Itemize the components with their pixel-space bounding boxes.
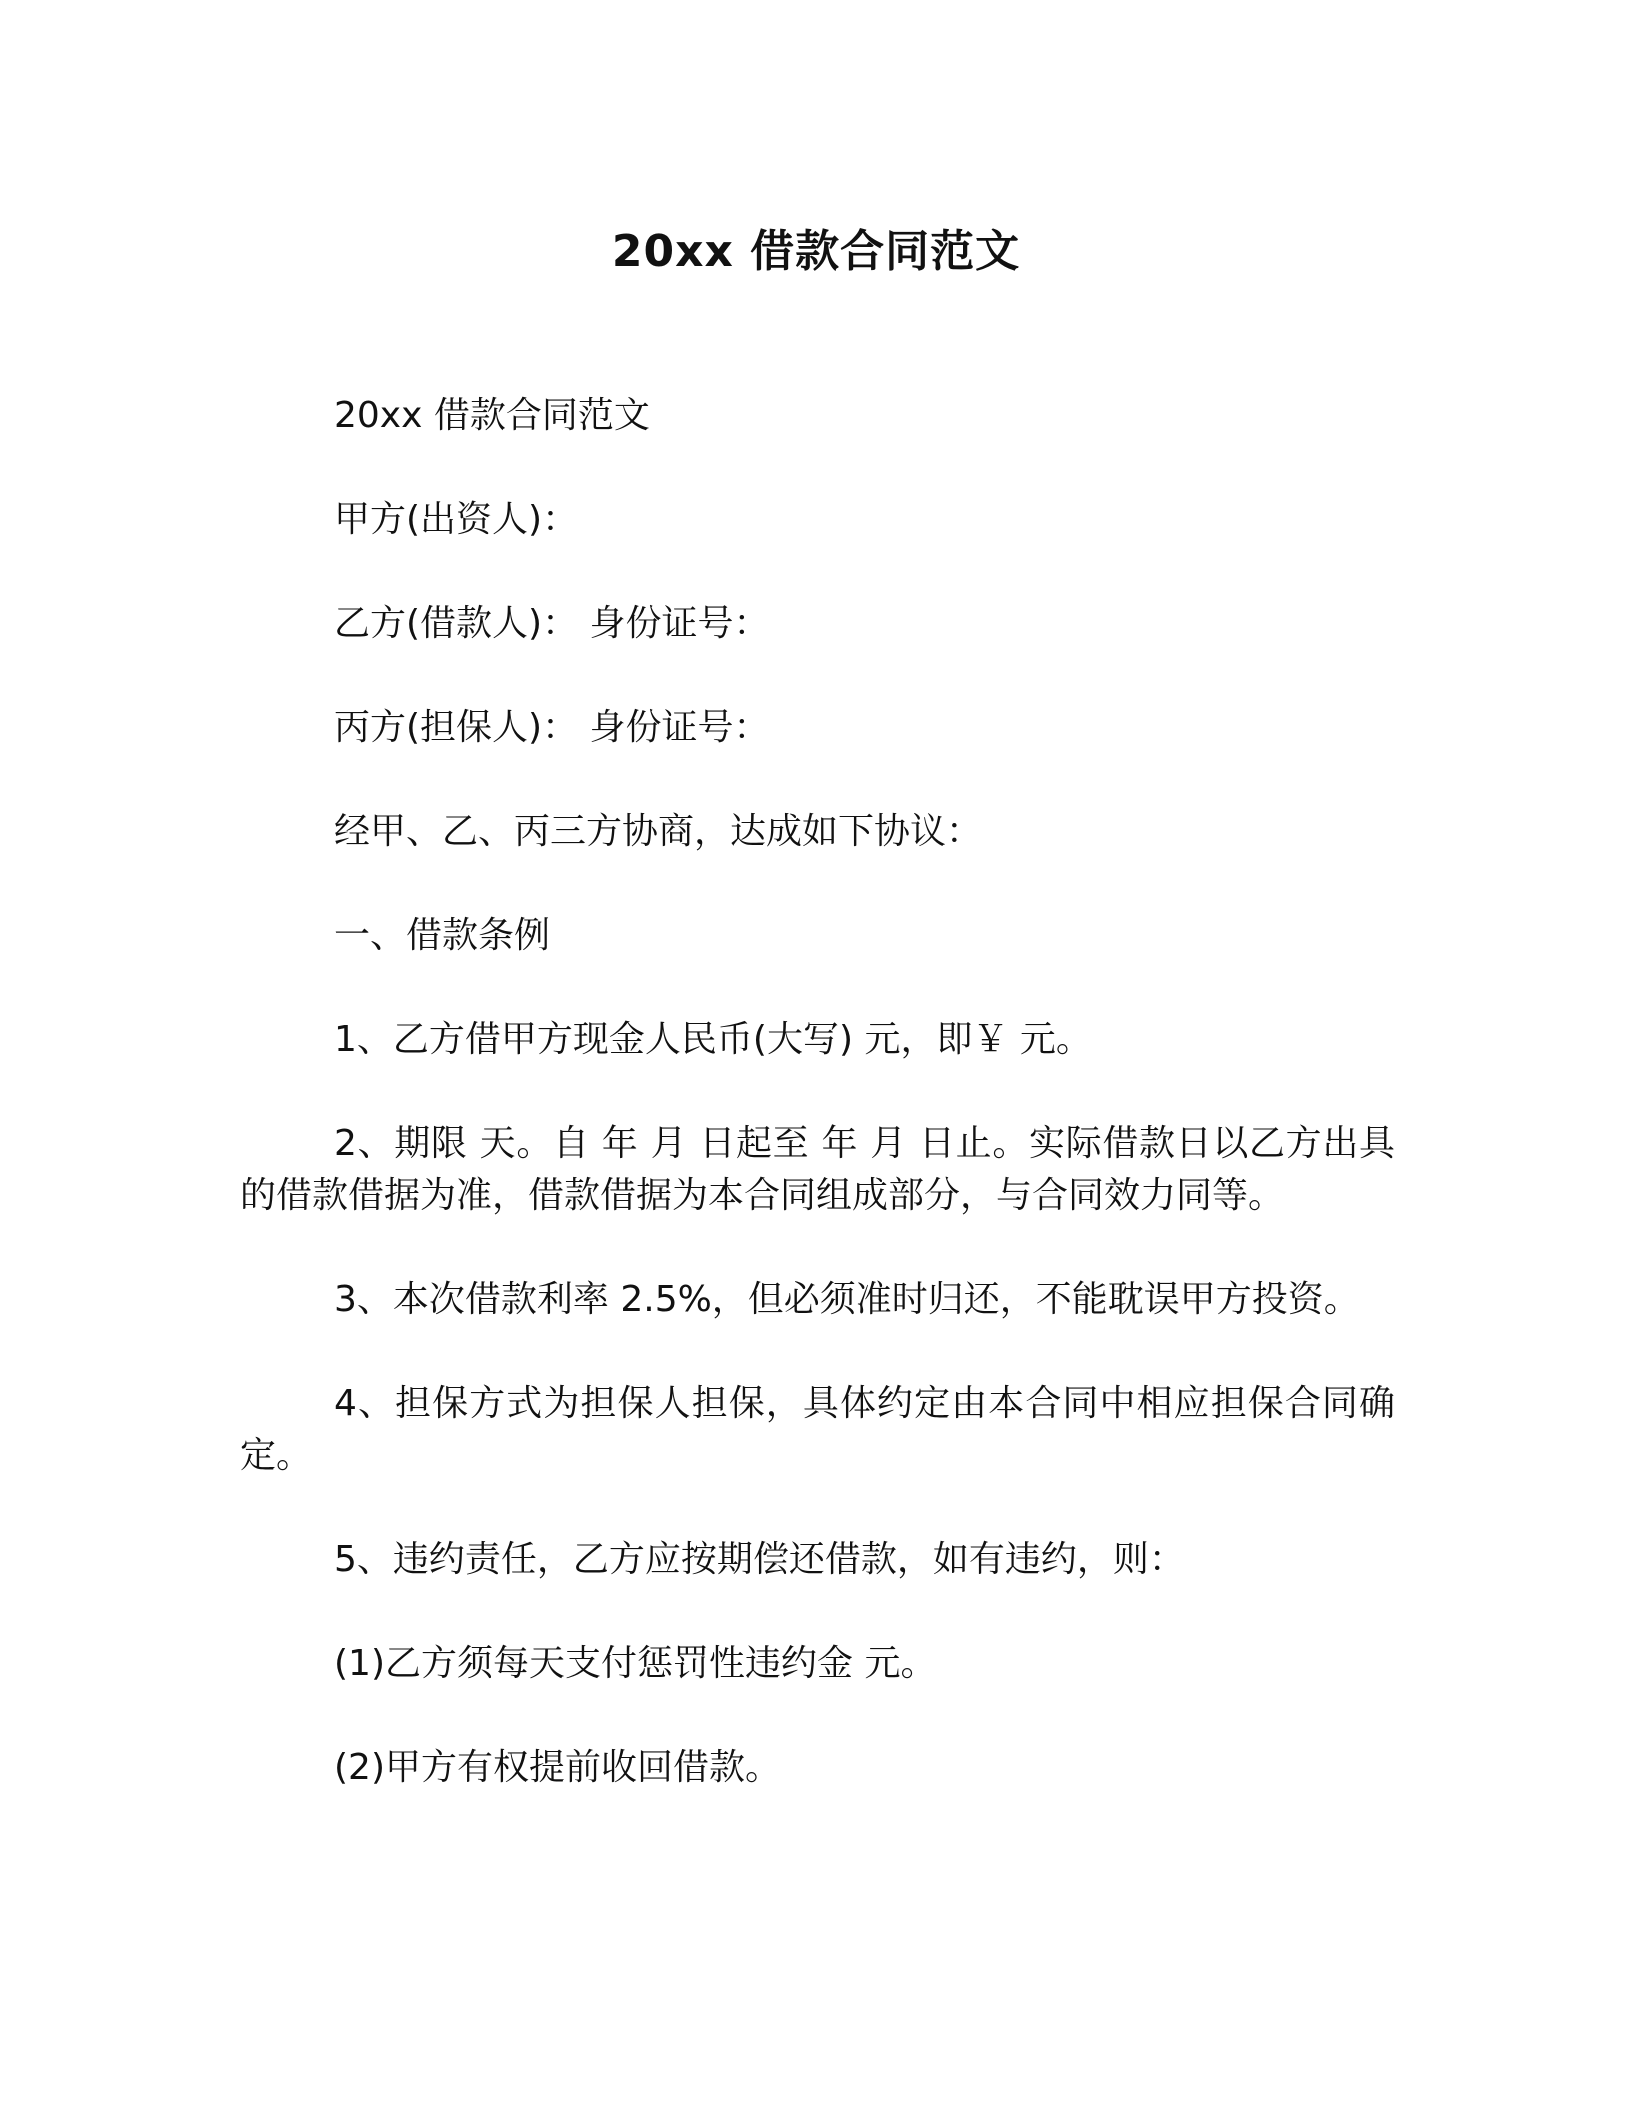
clause-2-term: 2、期限 天。自 年 月 日起至 年 月 日止。实际借款日以乙方出具的借款借据为准，借款借据为本合同组成部分，与合同效力同等。: [240, 1123, 1395, 1216]
document-title: 20xx 借款合同范文: [611, 226, 1021, 277]
section-heading-loan-terms: 一、借款条例: [334, 915, 551, 956]
clause-5-item-2: (2)甲方有权提前收回借款。: [334, 1747, 781, 1788]
clause-1-amount: 1、乙方借甲方现金人民币(大写) 元，即￥ 元。: [334, 1019, 1092, 1060]
document-body: [240, 390, 1395, 1846]
paragraph-agreement-intro: 经甲、乙、丙三方协商，达成如下协议：: [334, 811, 983, 852]
paragraph-heading: 20xx 借款合同范文: [334, 395, 650, 436]
clause-3-interest: 3、本次借款利率 2.5%，但必须准时归还，不能耽误甲方投资。: [334, 1279, 1360, 1320]
clause-5-item-1: (1)乙方须每天支付惩罚性违约金 元。: [334, 1643, 937, 1684]
paragraph-party-c: 丙方(担保人)： 身份证号：: [334, 707, 770, 748]
paragraph-party-a: 甲方(出资人)：: [334, 499, 579, 540]
clause-5-default: 5、违约责任，乙方应按期偿还借款，如有违约，则：: [334, 1539, 1185, 1580]
clause-4-guarantee: 4、担保方式为担保人担保，具体约定由本合同中相应担保合同确定。: [240, 1383, 1395, 1476]
paragraph-party-b: 乙方(借款人)： 身份证号：: [334, 603, 770, 644]
